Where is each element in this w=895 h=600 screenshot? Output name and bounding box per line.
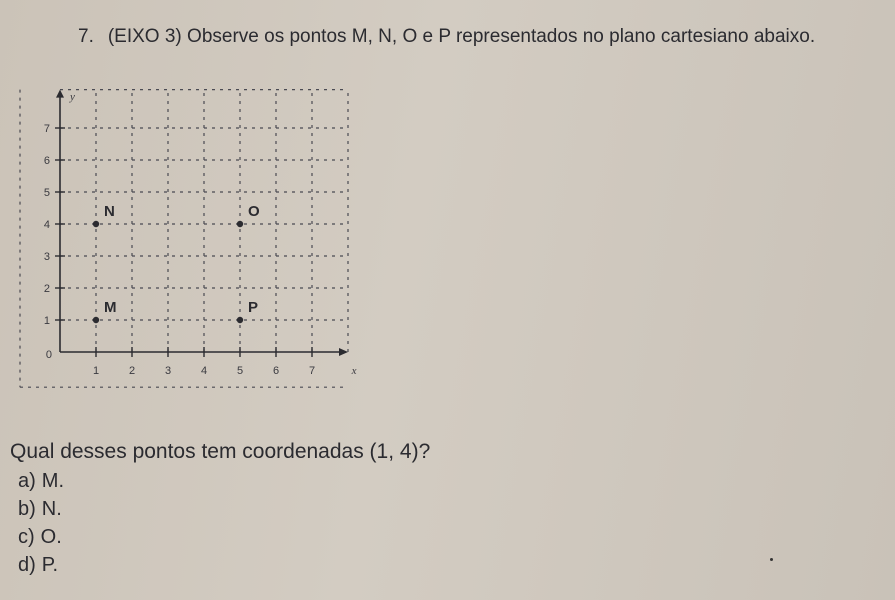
x-tick-label: 3	[164, 365, 172, 377]
cartesian-plane	[0, 70, 360, 390]
y-axis-label: y	[70, 91, 75, 103]
option-letter: d)	[18, 554, 36, 576]
option-a[interactable]	[18, 467, 64, 495]
option-letter: c)	[18, 526, 35, 548]
point-m	[93, 317, 99, 323]
point-o	[237, 221, 243, 227]
x-axis-arrow	[339, 348, 348, 356]
y-tick-label: 2	[43, 283, 50, 295]
option-d[interactable]	[18, 551, 64, 579]
x-tick-label: 4	[200, 365, 208, 377]
y-tick-label: 4	[43, 219, 50, 231]
x-tick-label: 7	[308, 365, 316, 377]
tick-labels	[44, 91, 357, 377]
y-tick-label: 7	[43, 123, 50, 135]
question-prompt: Qual desses pontos tem coordenadas (1, 4)?	[10, 440, 431, 463]
option-text: N.	[41, 498, 62, 520]
question-header-text: (EIXO 3) Observe os pontos M, N, O e P representados no plano cartesiano abaixo.	[107, 26, 816, 47]
point-n-label: N	[104, 203, 115, 220]
point-n	[93, 221, 99, 227]
option-text: O.	[40, 526, 62, 548]
y-tick-label: 5	[43, 187, 50, 199]
question-header	[78, 26, 815, 48]
point-p-label: P	[248, 299, 259, 316]
points	[93, 203, 260, 323]
x-tick-label: 6	[272, 365, 280, 377]
y-tick-label: 3	[43, 251, 50, 263]
grid-lines	[20, 90, 348, 388]
x-tick-label: 2	[128, 365, 136, 377]
option-b[interactable]	[18, 495, 64, 523]
y-tick-label: 6	[43, 155, 50, 167]
y-tick-label: 1	[43, 315, 50, 327]
y-axis-arrow	[56, 90, 64, 98]
x-axis-label: x	[351, 365, 357, 377]
option-text: P.	[41, 554, 59, 576]
answer-options	[18, 467, 64, 579]
question-number: 7.	[78, 26, 94, 47]
option-letter: a)	[18, 470, 36, 492]
point-p	[237, 317, 243, 323]
option-c[interactable]	[18, 523, 64, 551]
paper-speck	[770, 558, 773, 561]
point-o-label: O	[248, 203, 260, 220]
point-m-label: M	[104, 299, 117, 316]
origin-label: 0	[45, 349, 52, 361]
x-tick-label: 1	[92, 365, 100, 377]
option-letter: b)	[18, 498, 36, 520]
option-text: M.	[41, 470, 65, 492]
x-tick-label: 5	[236, 365, 244, 377]
